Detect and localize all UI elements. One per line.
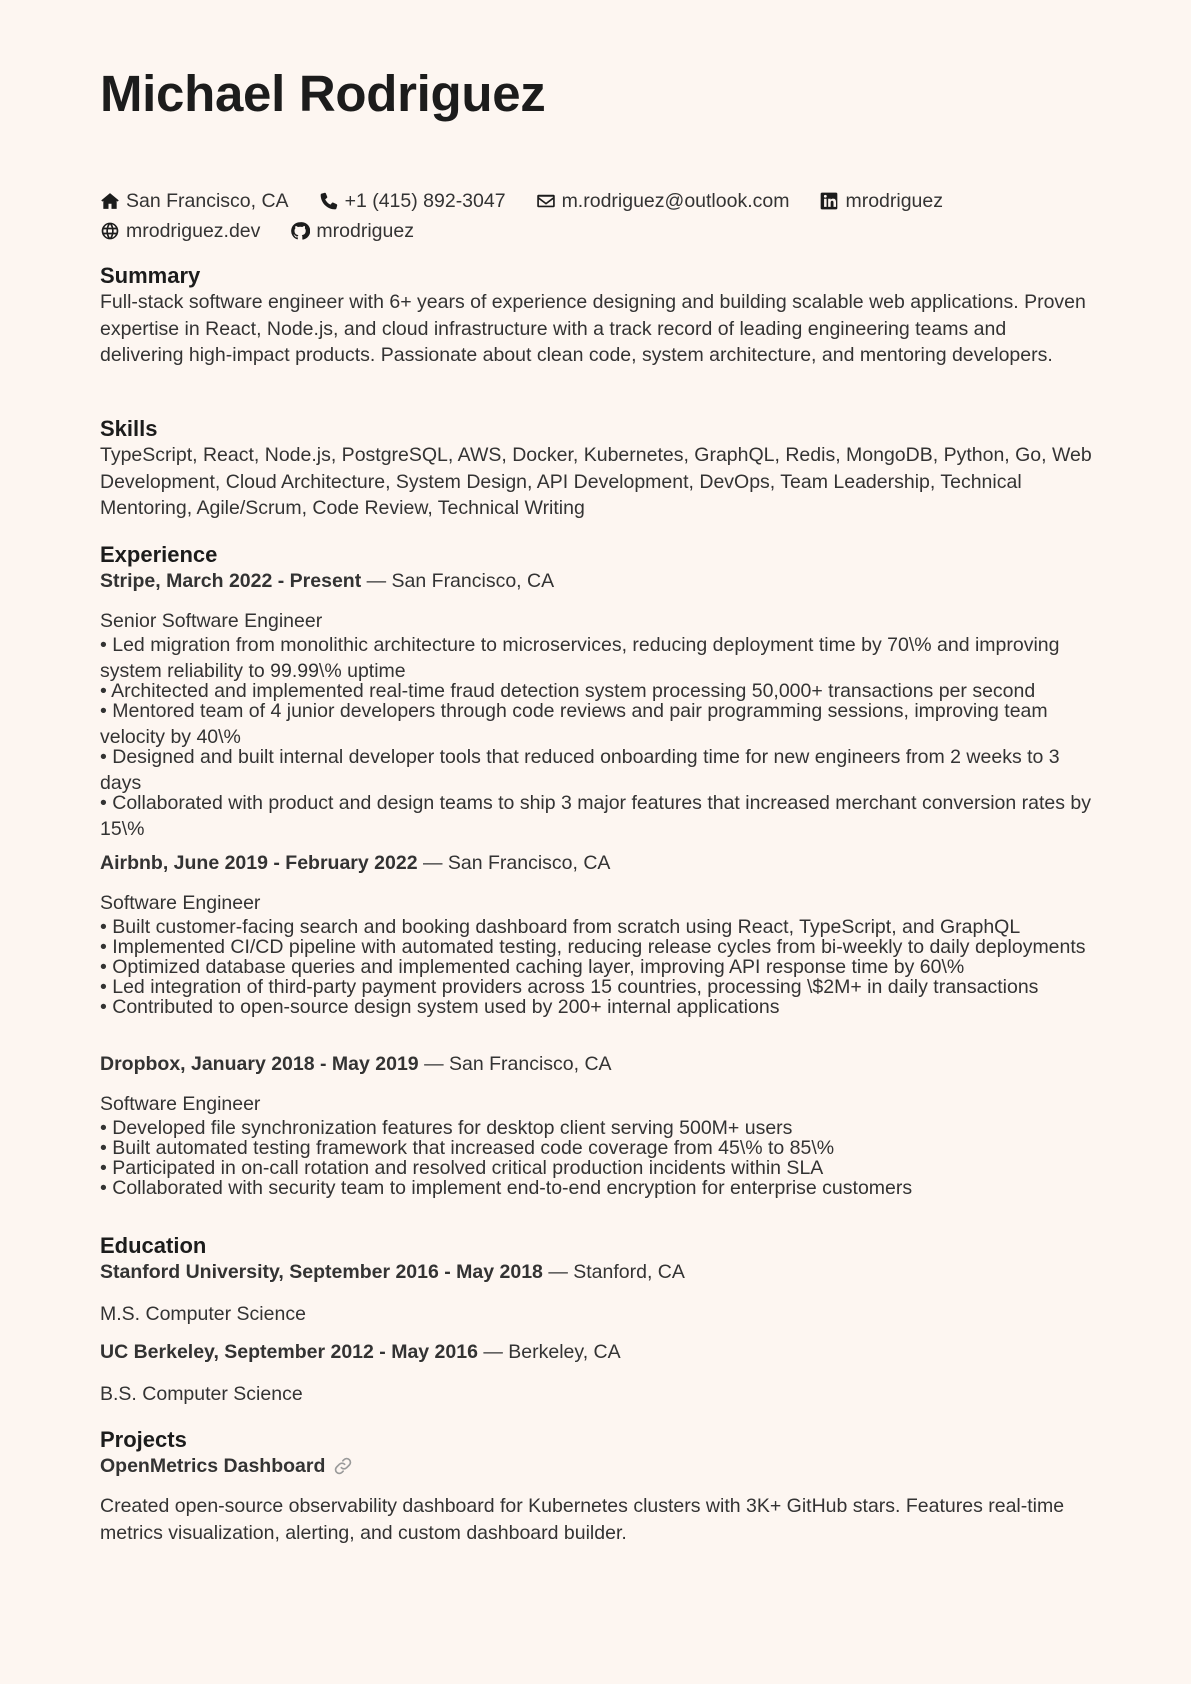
job-bullet: • Collaborated with security team to implement end-to-end encryption for enterprise customers xyxy=(100,1177,913,1199)
globe-icon xyxy=(100,221,120,241)
education-heading: Education xyxy=(100,1233,207,1258)
experience-heading: Experience xyxy=(100,542,218,567)
contact-row-1 xyxy=(100,186,1100,216)
job-bullet: • Led migration from monolithic architecture to microservices, reducing deployment time by 70\% and improving system reliability to 99.99\% uptime xyxy=(100,634,1060,682)
envelope-icon xyxy=(536,191,556,211)
contact-email[interactable] xyxy=(536,186,790,216)
contact-linkedin[interactable] xyxy=(819,186,943,216)
school-header xyxy=(100,1259,1095,1285)
project-name: OpenMetrics Dashboard xyxy=(100,1455,326,1477)
education-section xyxy=(100,1233,1095,1259)
job-bullet: • Developed file synchronization features for desktop client serving 500M+ users xyxy=(100,1117,793,1139)
github-icon xyxy=(290,221,310,241)
projects-section xyxy=(100,1427,1095,1546)
contact-info xyxy=(100,186,1100,246)
job-location: — San Francisco, CA xyxy=(417,852,611,874)
skills-text: TypeScript, React, Node.js, PostgreSQL, AWS, Docker, Kubernetes, GraphQL, Redis, MongoDB, Python, Go, Web Development, Cloud Architecture, System Design, API Development, DevOps, Team Leadership, Technical Mentoring, Agile/Scrum, Code Review, Technical Writing xyxy=(100,444,1092,519)
github-text: mrodriguez xyxy=(316,220,414,242)
project-description: Created open-source observability dashboard for Kubernetes clusters with 3K+ GitHub stars. Features real-time metrics visualization, alerting, and custom dashboard builder. xyxy=(100,1495,1065,1544)
job-bullet: • Mentored team of 4 junior developers through code reviews and pair programming sessions, improving team velocity by 40\% xyxy=(100,700,1048,748)
school-location: — Stanford, CA xyxy=(542,1261,685,1283)
job-title: Senior Software Engineer xyxy=(100,610,323,632)
education-entry xyxy=(100,1339,1095,1407)
home-icon xyxy=(100,191,120,211)
job-bullet: • Collaborated with product and design teams to ship 3 major features that increased merchant conversion rates by 15\% xyxy=(100,792,1092,840)
skills-section xyxy=(100,416,1095,522)
school-location: — Berkeley, CA xyxy=(477,1341,621,1363)
candidate-name: Michael Rodriguez xyxy=(100,65,546,122)
job-entry xyxy=(100,850,1095,1020)
school-dates: UC Berkeley, September 2012 - May 2016 xyxy=(100,1341,478,1363)
location-text: San Francisco, CA xyxy=(126,190,289,212)
job-bullet: • Optimized database queries and implemented caching layer, improving API response time by 60\% xyxy=(100,956,965,978)
project-title xyxy=(100,1453,1095,1479)
linkedin-text: mrodriguez xyxy=(845,190,943,212)
contact-website[interactable] xyxy=(100,216,260,246)
link-icon[interactable] xyxy=(333,1456,353,1476)
job-header xyxy=(100,1051,1095,1077)
job-title: Software Engineer xyxy=(100,892,261,914)
education-entry xyxy=(100,1259,1095,1327)
job-bullet: • Built customer-facing search and booking dashboard from scratch using React, TypeScript, and GraphQL xyxy=(100,916,1021,938)
contact-phone[interactable] xyxy=(319,186,506,216)
job-company-dates: Stripe, March 2022 - Present xyxy=(100,570,362,592)
experience-section xyxy=(100,542,1095,568)
school-header xyxy=(100,1339,1095,1365)
job-bullets xyxy=(100,632,1095,842)
job-bullet: • Designed and built internal developer tools that reduced onboarding time for new engineers from 2 weeks to 3 days xyxy=(100,746,1060,794)
phone-icon xyxy=(319,191,339,211)
job-bullet: • Architected and implemented real-time fraud detection system processing 50,000+ transactions per second xyxy=(100,680,1036,702)
job-bullets xyxy=(100,1115,1095,1201)
summary-heading: Summary xyxy=(100,263,201,288)
skills-heading: Skills xyxy=(100,416,158,441)
summary-text: Full-stack software engineer with 6+ years of experience designing and building scalable web applications. Proven expertise in React, Node.js, and cloud infrastructure with a track record of leading engineering teams and delivering high-impact products. Passionate about clean code, system architecture, and mentoring developers. xyxy=(100,291,1086,366)
projects-heading: Projects xyxy=(100,1427,187,1452)
summary-section xyxy=(100,263,1095,369)
job-location: — San Francisco, CA xyxy=(418,1053,612,1075)
degree-text: M.S. Computer Science xyxy=(100,1303,306,1325)
phone-text: +1 (415) 892-3047 xyxy=(344,190,506,212)
linkedin-icon xyxy=(819,191,839,211)
degree-text: B.S. Computer Science xyxy=(100,1383,303,1405)
job-entry xyxy=(100,1051,1095,1201)
job-location: — San Francisco, CA xyxy=(361,570,555,592)
job-bullets xyxy=(100,914,1095,1020)
website-text: mrodriguez.dev xyxy=(126,220,261,242)
job-bullet: • Contributed to open-source design system used by 200+ internal applications xyxy=(100,996,780,1018)
contact-github[interactable] xyxy=(290,216,414,246)
contact-row-2 xyxy=(100,216,1100,246)
email-text: m.rodriguez@outlook.com xyxy=(561,190,790,212)
job-title: Software Engineer xyxy=(100,1093,261,1115)
school-dates: Stanford University, September 2016 - May 2018 xyxy=(100,1261,543,1283)
job-company-dates: Airbnb, June 2019 - February 2022 xyxy=(100,852,418,874)
job-bullet: • Implemented CI/CD pipeline with automated testing, reducing release cycles from bi-weekly to daily deployments xyxy=(100,936,1086,958)
job-entry xyxy=(100,568,1095,842)
job-company-dates: Dropbox, January 2018 - May 2019 xyxy=(100,1053,419,1075)
job-bullet: • Led integration of third-party payment providers across 15 countries, processing \$2M+ in daily transactions xyxy=(100,976,1039,998)
contact-location xyxy=(100,186,289,216)
job-bullet: • Participated in on-call rotation and resolved critical production incidents within SLA xyxy=(100,1157,824,1179)
job-header xyxy=(100,568,1095,594)
job-bullet: • Built automated testing framework that increased code coverage from 45\% to 85\% xyxy=(100,1137,835,1159)
job-header xyxy=(100,850,1095,876)
